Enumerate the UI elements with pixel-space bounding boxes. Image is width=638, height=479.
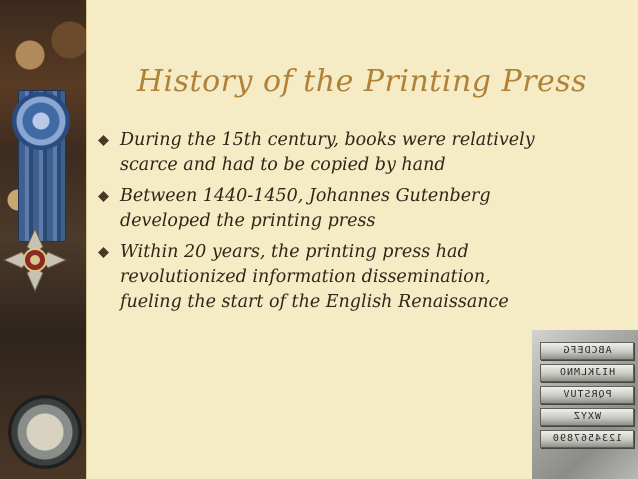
compass-icon	[8, 395, 82, 469]
type-row: HIJKLMNO	[540, 364, 634, 382]
cross-medal-icon	[0, 225, 70, 295]
list-item	[98, 184, 538, 234]
bullet-text: Between 1440-1450, Johannes Gutenberg developed the printing press	[120, 186, 491, 231]
slide-title: History of the Printing Press	[136, 64, 588, 99]
divider	[86, 0, 87, 479]
type-row: 1234567890	[540, 430, 634, 448]
bullet-text: During the 15th century, books were relatively scarce and had to be copied by hand	[120, 130, 535, 175]
rosette-icon	[12, 92, 70, 150]
type-row: PQRSTUV	[540, 386, 634, 404]
bullet-text: Within 20 years, the printing press had revolutionized information dissemination, fueling the start of the English Renaissance	[120, 242, 509, 312]
diamond-icon	[98, 135, 109, 146]
type-row: ABCDEFG	[540, 342, 634, 360]
movable-type-image	[532, 330, 638, 479]
list-item	[98, 128, 538, 178]
decorative-collage	[0, 0, 86, 479]
list-item	[98, 240, 538, 315]
type-row: WXYZ	[540, 408, 634, 426]
bullet-list	[98, 128, 538, 321]
diamond-icon	[98, 247, 109, 258]
diamond-icon	[98, 191, 109, 202]
